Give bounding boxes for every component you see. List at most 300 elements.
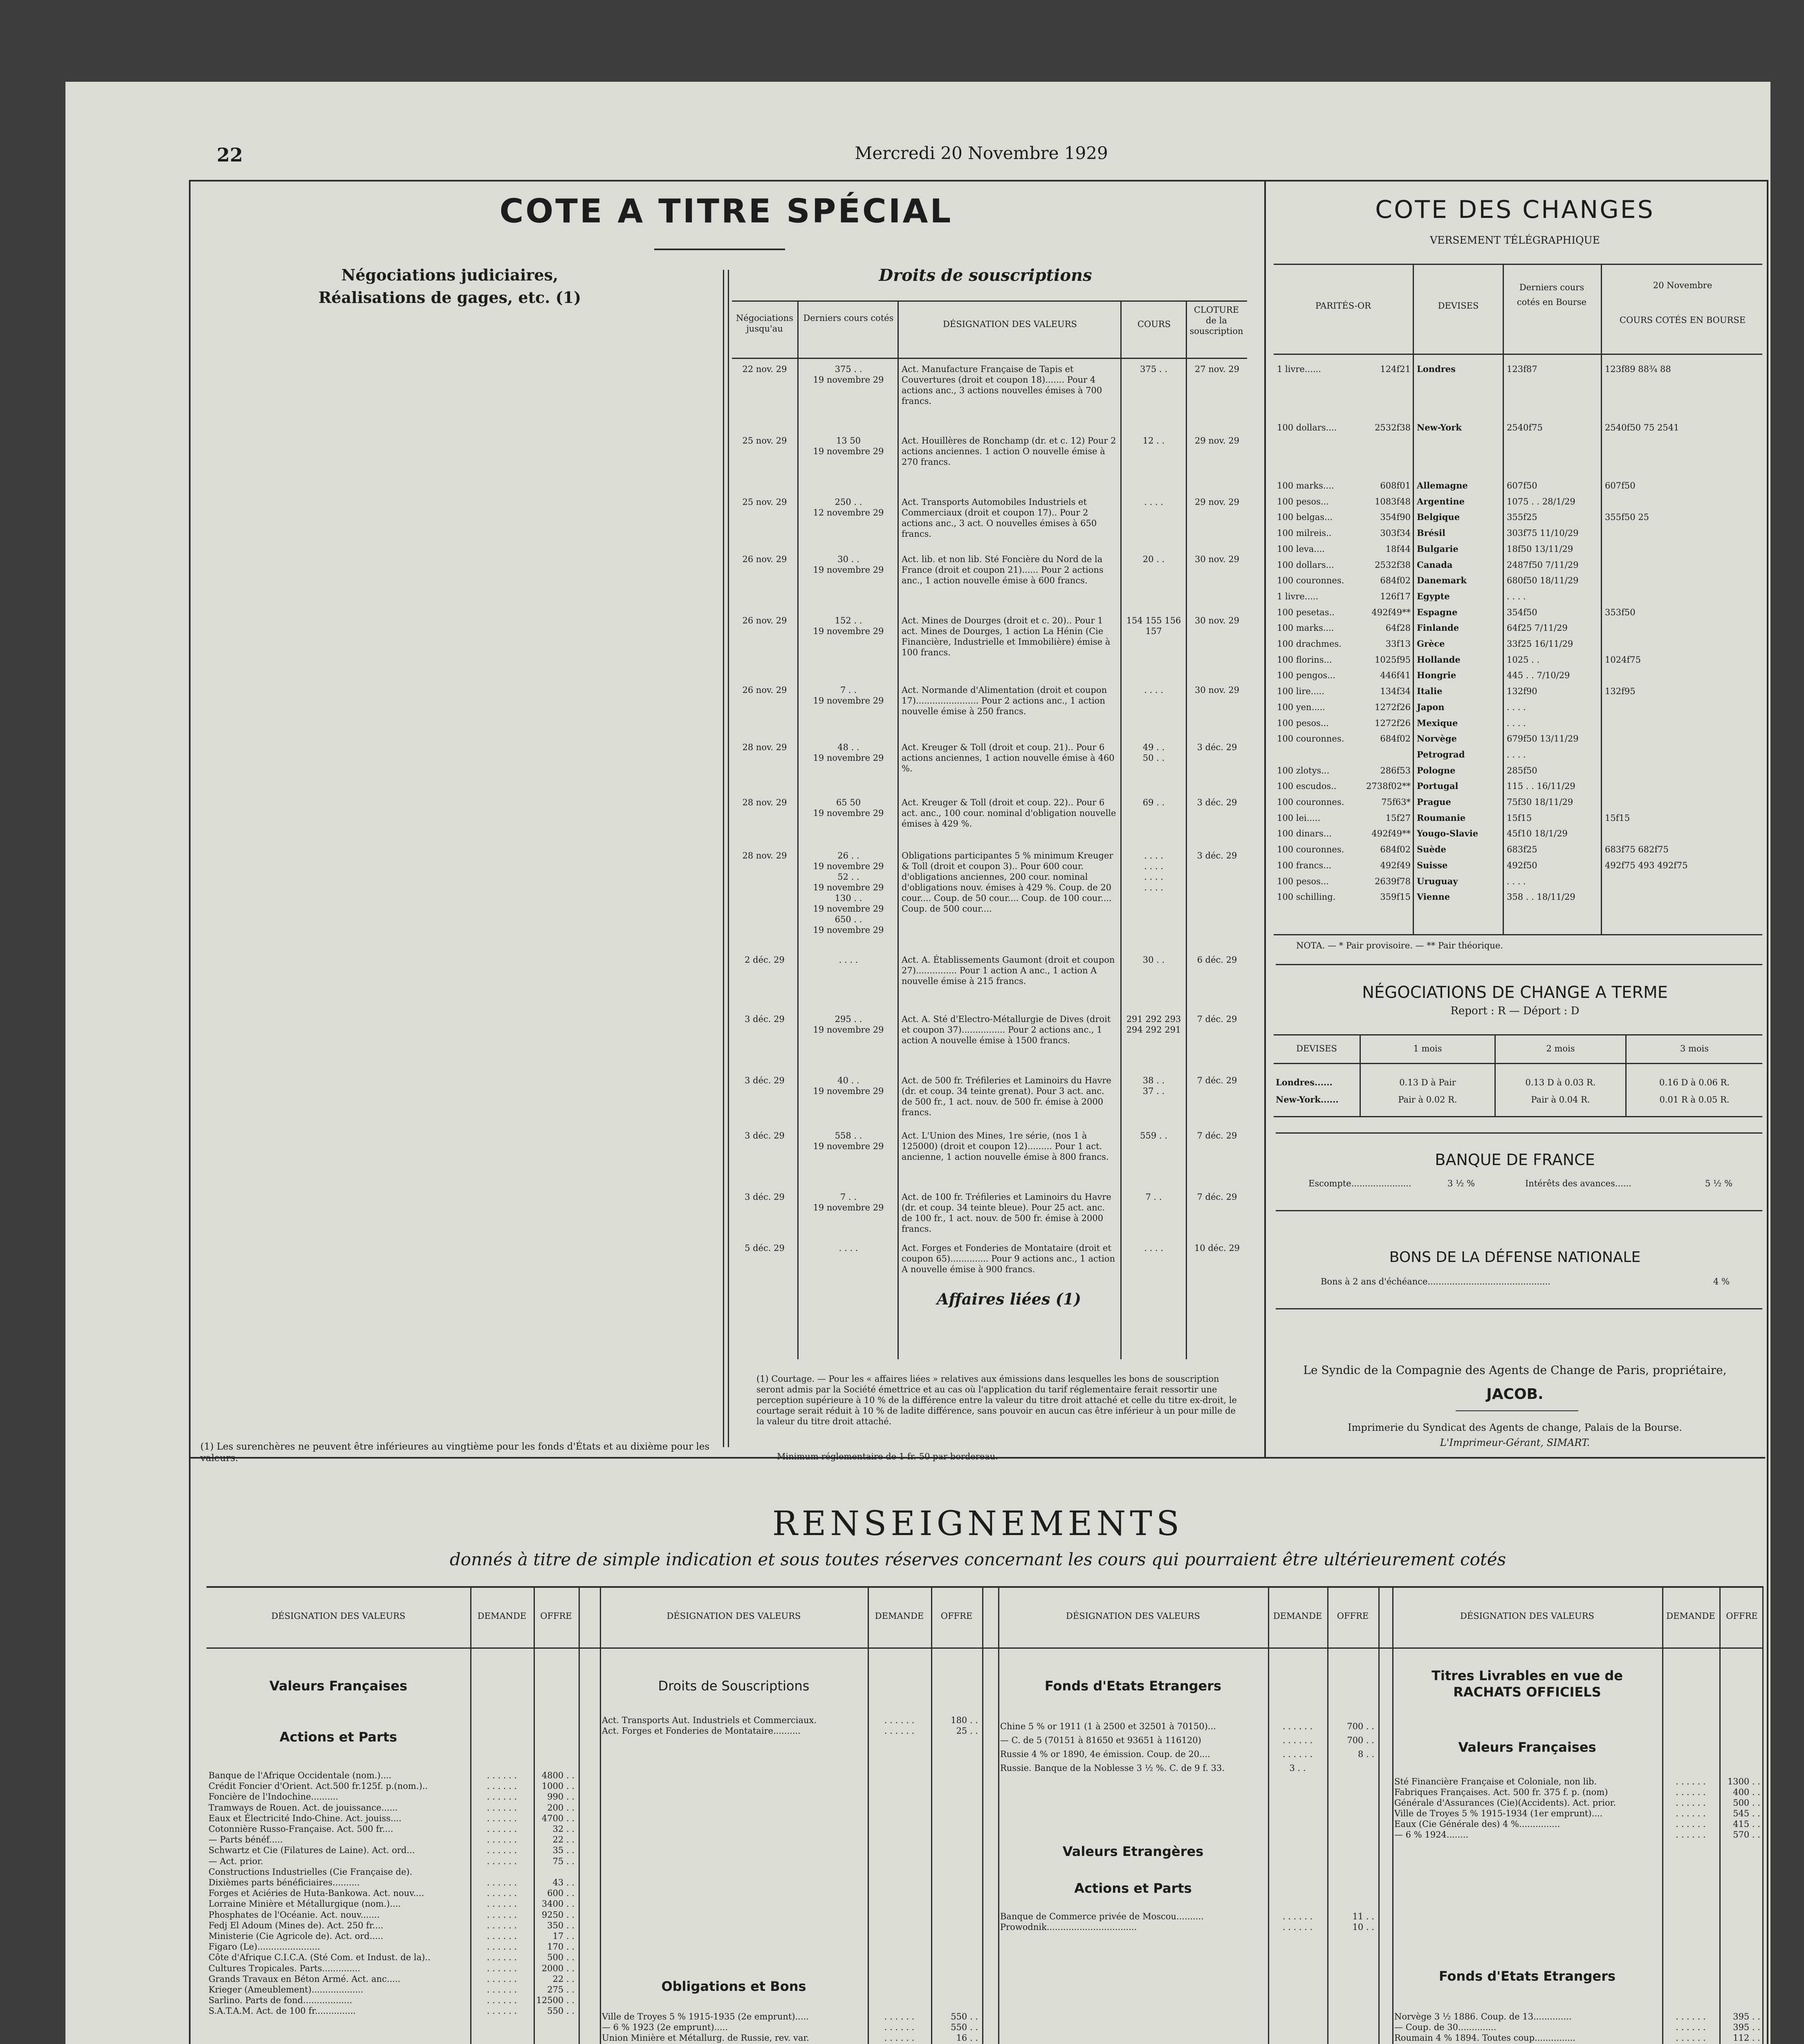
- section-heading: Actions et Parts: [1074, 1880, 1192, 1896]
- col-demande: DEMANDE: [1666, 1611, 1715, 1621]
- parite-or: 684f02: [1380, 576, 1411, 586]
- valeur-offre: 8 . .: [1357, 1749, 1374, 1759]
- valeur-offre: 35 . .: [552, 1845, 574, 1856]
- devise-name: Finlande: [1417, 623, 1459, 633]
- valeur-demande: . . . . . .: [487, 1802, 517, 1813]
- col-offre: OFFRE: [540, 1611, 572, 1621]
- parite-unit: 100 couronnes.: [1277, 576, 1344, 586]
- valeur-name: Act. Transports Aut. Industriels et Commerciaux.: [602, 1715, 817, 1725]
- col-designation: DÉSIGNATION DES VALEURS: [1066, 1611, 1200, 1621]
- valeur-demande: . . . . . .: [1676, 2022, 1706, 2032]
- valeur-name: Ministerie (Cie Agricole de). Act. ord.....: [209, 1931, 384, 1941]
- dernier-cours: 303f75 11/10/29: [1507, 528, 1579, 538]
- devise-name: Suède: [1417, 844, 1446, 855]
- renseignements-subtitle: donnés à titre de simple indication et sous toutes réserves concernant les cours qui pourraient être ultérieurement cotés: [449, 1549, 1506, 1569]
- col-devises: DEVISES: [1438, 301, 1479, 311]
- dernier-cours: . . . .: [1507, 718, 1526, 728]
- bons-title: BONS DE LA DÉFENSE NATIONALE: [1389, 1249, 1641, 1266]
- valeur-name: — Parts bénéf.....: [209, 1835, 283, 1845]
- droit-cours: 7 . .: [1145, 1192, 1162, 1202]
- col-offre: OFFRE: [1726, 1611, 1758, 1621]
- parite-or: 134f34: [1380, 686, 1411, 697]
- valeur-demande: . . . . . .: [487, 1931, 517, 1941]
- dernier-cours: 2540f75: [1507, 423, 1543, 433]
- parite-unit: 100 marks....: [1277, 481, 1334, 491]
- droit-cours: 559 . .: [1140, 1131, 1167, 1141]
- valeur-demande: . . . . . .: [487, 1878, 517, 1887]
- col-designation: DÉSIGNATION DES VALEURS: [943, 319, 1077, 329]
- valeur-name: Forges et Aciéries de Huta-Bankowa. Act. nouv....: [209, 1888, 424, 1898]
- droit-designation: Act. Mines de Dourges (droit et c. 20).. Pour 1 act. Mines de Dourges, 1 action La Hénin (Cie Financière, Industrielle et Immobilière) émise à 100 francs.: [902, 616, 1111, 657]
- droit-cloture: 27 nov. 29: [1194, 364, 1239, 374]
- col-demande: DEMANDE: [875, 1611, 924, 1621]
- valeur-offre: 1000 . .: [541, 1781, 574, 1791]
- droit-designation: Act. A. Établissements Gaumont (droit et coupon 27)............... Pour 1 action A anc., 1 action A nouvelle émise à 215 francs.: [902, 955, 1115, 986]
- parite-or: 303f34: [1380, 528, 1411, 538]
- valeur-offre: 2000 . .: [541, 1963, 574, 1973]
- courtage-minimum: Minimum réglementaire de 1 fr. 50 par bordereau.: [777, 1452, 998, 1461]
- droit-date: 26 nov. 29: [742, 554, 787, 564]
- terme-col-devises: DEVISES: [1296, 1044, 1337, 1053]
- droit-cours: 154 155 156 157: [1126, 616, 1181, 636]
- devise-name: Uruguay: [1417, 876, 1458, 886]
- col-negociation: Négociations jusqu'au: [736, 313, 793, 334]
- valeur-name: Russie 4 % or 1890, 4e émission. Coup. de 20....: [1000, 1749, 1210, 1759]
- parite-or: 2532f38: [1375, 560, 1411, 570]
- bons-label: Bons à 2 ans d'échéance.............................................: [1321, 1277, 1550, 1286]
- devise-name: Suisse: [1417, 860, 1448, 870]
- dernier-cours: 33f25 16/11/29: [1507, 639, 1573, 649]
- dernier-cours: 1075 . . 28/1/29: [1507, 496, 1575, 507]
- droit-cours: 30 . .: [1142, 955, 1165, 965]
- valeur-demande: . . . . . .: [487, 1888, 517, 1898]
- droit-cours: . . . .: [1144, 685, 1163, 695]
- valeur-demande: . . . . . .: [884, 2022, 915, 2032]
- valeur-demande: . . . . . .: [487, 1952, 517, 1963]
- section-heading: Titres Livrables en vue de: [1432, 1668, 1623, 1683]
- terme-devise: New-York......: [1276, 1094, 1339, 1105]
- valeur-name: Tramways de Rouen. Act. de jouissance......: [209, 1802, 398, 1813]
- dernier-cours: 355f25: [1507, 512, 1537, 522]
- valeur-demande: . . . . . .: [487, 1813, 517, 1823]
- droit-cours: 12 . .: [1142, 436, 1165, 446]
- valeur-demande: . . . . . .: [487, 1942, 517, 1952]
- valeur-offre: 170 . .: [547, 1942, 574, 1952]
- droit-designation: Act. A. Sté d'Electro-Métallurgie de Dives (droit et coupon 37)................ Pour 2 actions anc., 1 action A nouvelle émise à 1500 francs.: [902, 1014, 1111, 1045]
- droit-cloture: 6 déc. 29: [1197, 955, 1237, 965]
- parite-or: 354f90: [1380, 512, 1411, 522]
- section-heading: Fonds d'Etats Etrangers: [1438, 1968, 1616, 1984]
- valeur-name: Norvège 3 ½ 1886. Coup. de 13..............: [1394, 2012, 1572, 2022]
- cours-cotes: 353f50: [1605, 607, 1636, 617]
- droit-designation: Act. Manufacture Française de Tapis et Couvertures (droit et coupon 18)....... Pour 4 actions anc., 3 actions nouvelles émises à 700 francs.: [902, 364, 1102, 406]
- renseignements-title: RENSEIGNEMENTS: [772, 1504, 1184, 1543]
- valeur-offre: 550 . .: [951, 2022, 978, 2032]
- terme-3mois: 0.16 D à 0.06 R.: [1659, 1078, 1730, 1087]
- droit-designation: Act. Forges et Fonderies de Montataire (droit et coupon 65).............. Pour 9 actions anc., 1 action A nouvelle émise à 900 francs.: [902, 1243, 1115, 1274]
- droit-derniers: 295 . . 19 novembre 29: [813, 1014, 884, 1035]
- devise-name: Norvège: [1417, 733, 1457, 744]
- valeur-demande: . . . . . .: [1676, 2033, 1706, 2043]
- parite-unit: 100 schilling.: [1277, 892, 1336, 902]
- parite-or: 359f15: [1380, 892, 1411, 902]
- dernier-cours: 683f25: [1507, 845, 1537, 855]
- section-heading: Droits de Souscriptions: [658, 1678, 810, 1694]
- dernier-cours: 64f25 7/11/29: [1507, 623, 1568, 633]
- valeur-demande: . . . . . .: [487, 1920, 517, 1930]
- valeur-demande: . . . . . .: [1282, 1749, 1313, 1759]
- terme-table: [1274, 1034, 1762, 1116]
- valeur-demande: 3 . .: [1289, 1763, 1306, 1773]
- valeur-demande: . . . . . .: [884, 2012, 915, 2022]
- bons-value: 4 %: [1713, 1277, 1730, 1286]
- valeur-name: — 6 % 1924........: [1394, 1830, 1469, 1840]
- parite-unit: 100 drachmes.: [1277, 639, 1342, 649]
- valeur-demande: . . . . . .: [487, 1985, 517, 1995]
- valeur-demande: . . . . . .: [1676, 1819, 1706, 1829]
- droit-cloture: 29 nov. 29: [1194, 497, 1239, 507]
- devise-name: Pologne: [1417, 765, 1456, 775]
- column-rule: [931, 1586, 932, 2044]
- cours-cotes: 355f50 25: [1605, 512, 1649, 522]
- terme-col-1mois: 1 mois: [1413, 1044, 1442, 1053]
- dernier-cours: . . . .: [1507, 591, 1526, 601]
- valeur-offre: 43 . .: [552, 1878, 574, 1887]
- cote-titre-title: COTE A TITRE SPÉCIAL: [499, 192, 953, 230]
- terme-col-2mois: 2 mois: [1546, 1044, 1575, 1053]
- parite-unit: 100 dollars....: [1277, 423, 1337, 433]
- col-designation: DÉSIGNATION DES VALEURS: [271, 1611, 406, 1621]
- col-cours: COURS: [1137, 319, 1171, 329]
- valeur-offre: 550 . .: [951, 2012, 978, 2022]
- valeur-name: Schwartz et Cie (Filatures de Laine). Act. ord...: [209, 1845, 415, 1856]
- valeur-offre: 395 . .: [1733, 2012, 1760, 2022]
- parite-or: 18f44: [1385, 544, 1411, 554]
- dernier-cours: 607f50: [1507, 481, 1537, 491]
- valeur-demande: . . . . . .: [1676, 1798, 1706, 1808]
- droit-date: 5 déc. 29: [745, 1243, 785, 1253]
- parite-unit: 100 leva....: [1277, 544, 1325, 554]
- droit-cloture: 30 nov. 29: [1194, 554, 1239, 564]
- valeur-name: Fedj El Adoum (Mines de). Act. 250 fr....: [209, 1920, 384, 1930]
- droit-designation: Act. L'Union des Mines, 1re série, (nos 1 à 125000) (droit et coupon 12)......... Pour 1 act. ancienne, 1 action nouvelle émise à 800 francs.: [902, 1131, 1109, 1162]
- surencheres-footnote: (1) Les surenchères ne peuvent être inférieures au vingtième pour les fonds d'États et au dixième pour les valeurs.: [200, 1441, 710, 1464]
- devise-name: Allemagne: [1417, 480, 1468, 491]
- cours-cotes: 123f89 88¾ 88: [1605, 364, 1671, 374]
- valeur-demande: . . . . . .: [487, 1963, 517, 1973]
- valeur-demande: . . . . . .: [1282, 1721, 1313, 1731]
- valeur-demande: . . . . . .: [487, 1835, 517, 1845]
- dernier-cours: 492f50: [1507, 860, 1537, 870]
- valeur-offre: 550 . .: [547, 2006, 574, 2016]
- col-derniers: Derniers cours cotés: [803, 313, 894, 323]
- valeur-name: — Act. prior.: [209, 1856, 263, 1866]
- droit-derniers: 13 50 19 novembre 29: [813, 436, 884, 456]
- valeur-offre: 500 . .: [547, 1952, 574, 1963]
- dernier-cours: 445 . . 7/10/29: [1507, 670, 1570, 681]
- dernier-cours: . . . .: [1507, 876, 1526, 886]
- renseignements-table: [206, 1586, 1762, 2044]
- devise-name: Italie: [1417, 686, 1443, 697]
- valeur-offre: 32 . .: [552, 1824, 574, 1834]
- devise-name: Mexique: [1417, 717, 1458, 728]
- parite-or: 2639f78: [1375, 876, 1411, 886]
- devise-name: Danemark: [1417, 575, 1467, 586]
- valeur-offre: 3400 . .: [541, 1899, 574, 1909]
- droit-date: 28 nov. 29: [742, 798, 787, 807]
- banque-title: BANQUE DE FRANCE: [1435, 1151, 1595, 1169]
- valeur-demande: . . . . . .: [487, 1974, 517, 1984]
- dernier-cours: 285f50: [1507, 765, 1537, 775]
- valeur-offre: 1300 . .: [1727, 1777, 1760, 1786]
- valeur-offre: 4800 . .: [541, 1771, 574, 1780]
- column-rule: [1762, 1586, 1764, 2044]
- devise-name: Canada: [1417, 559, 1453, 570]
- droit-date: 3 déc. 29: [745, 1131, 785, 1141]
- droit-derniers: 7 . . 19 novembre 29: [813, 1192, 884, 1213]
- dernier-cours: 679f50 13/11/29: [1507, 734, 1579, 744]
- col-designation: DÉSIGNATION DES VALEURS: [666, 1611, 801, 1621]
- terme-2mois: 0.13 D à 0.03 R.: [1525, 1078, 1596, 1087]
- droit-date: 22 nov. 29: [742, 364, 787, 374]
- col-demande: DEMANDE: [1273, 1611, 1322, 1621]
- droit-designation: Act. Normande d'Alimentation (droit et coupon 17)....................... Pour 2 actions anc., 1 action nouvelle émise à 250 francs.: [902, 685, 1107, 716]
- valeur-offre: 22 . .: [552, 1835, 574, 1845]
- dernier-cours: 75f30 18/11/29: [1507, 797, 1573, 807]
- droit-cloture: 7 déc. 29: [1197, 1192, 1237, 1202]
- valeur-demande: . . . . . .: [1282, 1912, 1313, 1921]
- valeur-offre: 4700 . .: [541, 1813, 574, 1823]
- valeur-name: Foncière de l'Indochine..........: [209, 1792, 339, 1802]
- valeur-name: Côte d'Afrique C.I.C.A. (Sté Com. et Indust. de la)..: [209, 1952, 431, 1963]
- valeur-offre: 12500 . .: [536, 1995, 574, 2006]
- negociations-heading: Négociations judiciaires,: [341, 266, 559, 284]
- parite-or: 1272f26: [1375, 702, 1411, 712]
- column-rule: [868, 1586, 869, 2044]
- valeur-name: — C. de 5 (70151 à 81650 et 93651 à 116120): [1000, 1735, 1201, 1745]
- cours-cotes: 132f95: [1605, 686, 1636, 697]
- valeur-name: — 6 % 1923 (2e emprunt).....: [602, 2022, 728, 2032]
- affaires-liees: Affaires liées (1): [936, 1290, 1082, 1308]
- dernier-cours: 354f50: [1507, 607, 1537, 617]
- page-date: Mercredi 20 Novembre 1929: [855, 143, 1108, 163]
- parite-unit: 100 couronnes.: [1277, 734, 1344, 744]
- parite-or: 492f49: [1380, 860, 1411, 870]
- parite-or: 684f02: [1380, 845, 1411, 855]
- imprimeur-gerant: L'Imprimeur-Gérant, SIMART.: [1440, 1437, 1590, 1448]
- valeur-name: Dixièmes parts bénéficiaires..........: [209, 1878, 360, 1887]
- parite-or: 75f63*: [1381, 797, 1411, 807]
- droit-cloture: 30 nov. 29: [1194, 616, 1239, 625]
- parite-unit: 100 pesos...: [1277, 496, 1329, 507]
- droit-cloture: 7 déc. 29: [1197, 1076, 1237, 1085]
- page-number: 22: [217, 144, 243, 166]
- parite-or: 492f49**: [1371, 829, 1411, 839]
- droit-derniers: 30 . . 19 novembre 29: [813, 554, 884, 575]
- valeur-offre: 570 . .: [1733, 1830, 1760, 1840]
- valeur-demande: . . . . . .: [1282, 1735, 1313, 1745]
- syndic-name: JACOB.: [1486, 1386, 1544, 1403]
- cours-cotes: 15f15: [1605, 813, 1630, 823]
- valeur-name: Grands Travaux en Béton Armé. Act. anc.....: [209, 1974, 401, 1984]
- droit-designation: Act. Transports Automobiles Industriels et Commerciaux (droit et coupon 17).. Pour 2 actions anc., 3 act. O nouvelles émises à 650 francs.: [902, 497, 1097, 539]
- valeur-demande: . . . . . .: [487, 1771, 517, 1780]
- droit-derniers: 26 . . 19 novembre 29 52 . . 19 novembre 29 130 . . 19 novembre 29 650 . . 19 novembre 29: [813, 851, 884, 935]
- column-rule: [1327, 1586, 1328, 2044]
- devise-name: Grèce: [1417, 639, 1445, 649]
- section-heading: Valeurs Etrangères: [1062, 1844, 1204, 1859]
- droit-derniers: . . . .: [839, 1243, 858, 1253]
- droit-cloture: 10 déc. 29: [1194, 1243, 1240, 1253]
- terme-3mois: 0.01 R à 0.05 R.: [1659, 1095, 1730, 1105]
- devise-name: Roumanie: [1417, 812, 1466, 823]
- valeur-offre: 25 . .: [956, 1726, 978, 1736]
- droit-cours: . . . . . . . . . . . . . . . .: [1144, 851, 1163, 892]
- parite-unit: 100 lei.....: [1277, 813, 1320, 823]
- parite-unit: 100 dollars...: [1277, 560, 1334, 570]
- droit-cours: 375 . .: [1140, 364, 1167, 374]
- parite-or: 124f21: [1380, 364, 1411, 374]
- valeur-offre: 350 . .: [547, 1920, 574, 1930]
- cours-cotes: 683f75 682f75: [1605, 845, 1669, 855]
- valeur-demande: . . . . . .: [487, 1792, 517, 1802]
- devise-name: Egypte: [1417, 591, 1450, 601]
- valeur-demande: . . . . . .: [1676, 1787, 1706, 1797]
- terme-1mois: 0.13 D à Pair: [1399, 1078, 1456, 1087]
- droit-cours: 49 . . 50 . .: [1142, 742, 1165, 763]
- section-heading: Obligations et Bons: [661, 1979, 806, 1994]
- cours-cotes: 492f75 493 492f75: [1605, 860, 1688, 870]
- section-heading: Valeurs Françaises: [1458, 1739, 1596, 1755]
- valeur-offre: 200 . .: [547, 1802, 574, 1813]
- realisations-heading: Réalisations de gages, etc. (1): [318, 288, 581, 307]
- column-rule: [1268, 1586, 1269, 2044]
- droit-cours: . . . .: [1144, 497, 1163, 507]
- valeur-demande: . . . . . .: [487, 1781, 517, 1791]
- syndic-line: Le Syndic de la Compagnie des Agents de Change de Paris, propriétaire,: [1303, 1363, 1727, 1377]
- dernier-cours: 15f15: [1507, 813, 1532, 823]
- valeur-name: S.A.T.A.M. Act. de 100 fr...............: [209, 2006, 356, 2016]
- valeur-name: Prowodnik.................................: [1000, 1922, 1137, 1932]
- valeur-demande: . . . . . .: [487, 1899, 517, 1909]
- parite-unit: 100 milreis..: [1277, 528, 1332, 538]
- droit-designation: Act. de 100 fr. Tréfileries et Laminoirs du Havre (dr. et coup. 34 teinte bleue). Pour 25 act. anc. de 100 fr., 1 act. nouv. de 500 fr. émise à 2000 francs.: [902, 1192, 1111, 1234]
- col-derniers-cours: Derniers cours cotés en Bourse: [1517, 282, 1587, 307]
- droit-derniers: 40 . . 19 novembre 29: [813, 1076, 884, 1096]
- column-rule: [579, 1586, 580, 2044]
- parite-unit: 100 escudos..: [1277, 781, 1337, 791]
- parite-or: 1272f26: [1375, 718, 1411, 728]
- valeur-name: Eaux et Électricité Indo-Chine. Act. jouiss....: [209, 1813, 402, 1823]
- cours-cotes: 1024f75: [1605, 654, 1641, 665]
- valeur-demande: . . . . . .: [884, 2033, 915, 2043]
- col-designation: DÉSIGNATION DES VALEURS: [1460, 1611, 1594, 1621]
- valeur-name: Union Minière et Métallurg. de Russie, rev. var.: [602, 2033, 809, 2043]
- column-rule: [1378, 1586, 1380, 2044]
- valeur-name: Générale d'Assurances (Cie)(Accidents). Act. prior.: [1394, 1798, 1616, 1808]
- parite-unit: 100 belgas...: [1277, 512, 1333, 522]
- valeur-demande: . . . . . .: [884, 1715, 915, 1725]
- droit-cours: 69 . .: [1142, 798, 1165, 807]
- valeur-name: Ville de Troyes 5 % 1915-1935 (2e emprunt).....: [602, 2012, 809, 2022]
- dernier-cours: 115 . . 16/11/29: [1507, 781, 1575, 791]
- col-cours-cotes: COURS COTÉS EN BOURSE: [1619, 315, 1746, 325]
- valeur-offre: 17 . .: [552, 1931, 574, 1941]
- terme-1mois: Pair à 0.02 R.: [1398, 1095, 1457, 1105]
- devise-name: Yougo-Slavie: [1417, 828, 1479, 839]
- parite-unit: 100 pesos...: [1277, 718, 1329, 728]
- valeur-demande: . . . . . .: [487, 1910, 517, 1920]
- droit-date: 2 déc. 29: [745, 955, 785, 965]
- parite-or: 33f13: [1385, 639, 1411, 649]
- parite-unit: 100 couronnes.: [1277, 797, 1344, 807]
- devise-name: Argentine: [1417, 496, 1465, 507]
- devise-name: Brésil: [1417, 528, 1445, 538]
- valeur-offre: 75 . .: [552, 1856, 574, 1866]
- droit-derniers: 48 . . 19 novembre 29: [813, 742, 884, 763]
- valeur-name: Phosphates de l'Océanie. Act. nouv.......: [209, 1910, 380, 1920]
- valeur-name: Crédit Foncier d'Orient. Act.500 fr.125f. p.(nom.)..: [209, 1781, 428, 1791]
- droits-table: [732, 300, 1247, 1359]
- droit-date: 3 déc. 29: [745, 1076, 785, 1085]
- devise-name: Belgique: [1417, 512, 1460, 522]
- column-rule: [998, 1586, 999, 2044]
- valeur-name: Lorraine Minière et Métallurgique (nom.)....: [209, 1899, 401, 1909]
- droit-cours: 20 . .: [1142, 554, 1165, 564]
- col-date: 20 Novembre: [1653, 280, 1712, 290]
- devise-name: Petrograd: [1417, 749, 1465, 760]
- parite-unit: 100 pengos...: [1277, 670, 1336, 681]
- valeur-demande: . . . . . .: [1676, 1777, 1706, 1786]
- valeur-demande: . . . . . .: [487, 1824, 517, 1834]
- devise-name: Espagne: [1417, 607, 1458, 617]
- valeur-demande: . . . . . .: [487, 1845, 517, 1856]
- parite-unit: 100 florins...: [1277, 654, 1332, 665]
- droit-date: 26 nov. 29: [742, 685, 787, 695]
- devise-name: Hollande: [1417, 654, 1461, 665]
- valeur-name: Krieger (Ameublement)...................: [209, 1985, 363, 1995]
- escompte-value: 3 ½ %: [1447, 1179, 1475, 1188]
- droit-designation: Act. Kreuger & Toll (droit et coup. 21).. Pour 6 actions anciennes, 1 action nouvelle émise à 460 %.: [902, 742, 1115, 773]
- valeur-name: Ville de Troyes 5 % 1915-1934 (1er emprunt)....: [1394, 1809, 1603, 1818]
- imprimerie: Imprimerie du Syndicat des Agents de change, Palais de la Bourse.: [1348, 1422, 1682, 1433]
- devise-name: Bulgarie: [1417, 543, 1458, 554]
- dernier-cours: 2487f50 7/11/29: [1507, 560, 1579, 570]
- droits-title: Droits de souscriptions: [879, 266, 1092, 285]
- valeur-name: Fabriques Françaises. Act. 500 fr. 375 f. p. (nom): [1394, 1787, 1608, 1797]
- valeur-demande: . . . . . .: [487, 1856, 517, 1866]
- dernier-cours: 123f87: [1507, 364, 1537, 374]
- dernier-cours: 680f50 18/11/29: [1507, 576, 1579, 586]
- terme-col-3mois: 3 mois: [1680, 1044, 1709, 1053]
- section-heading: Fonds d'Etats Etrangers: [1044, 1678, 1222, 1694]
- valeur-offre: 275 . .: [547, 1985, 574, 1995]
- droit-designation: Act. Kreuger & Toll (droit et coup. 22).. Pour 6 act. anc., 100 cour. nominal d'obligation nouvelle émises à 429 %.: [902, 798, 1116, 829]
- valeur-demande: . . . . . .: [1676, 1809, 1706, 1818]
- dernier-cours: 132f90: [1507, 686, 1537, 697]
- droit-derniers: 558 . . 19 novembre 29: [813, 1131, 884, 1151]
- valeur-name: Act. Forges et Fonderies de Montataire..........: [602, 1726, 801, 1736]
- parite-unit: 100 lire.....: [1277, 686, 1325, 697]
- parite-or: 446f41: [1380, 670, 1411, 681]
- valeur-offre: 400 . .: [1733, 1787, 1760, 1797]
- valeur-name: Roumain 4 % 1894. Toutes coup...............: [1394, 2033, 1576, 2043]
- parite-or: 2738f02**: [1366, 781, 1411, 791]
- valeur-offre: 990 . .: [547, 1792, 574, 1802]
- dernier-cours: 18f50 13/11/29: [1507, 544, 1573, 554]
- parite-or: 286f53: [1380, 765, 1411, 775]
- valeur-name: Cultures Tropicales. Parts..............: [209, 1963, 361, 1973]
